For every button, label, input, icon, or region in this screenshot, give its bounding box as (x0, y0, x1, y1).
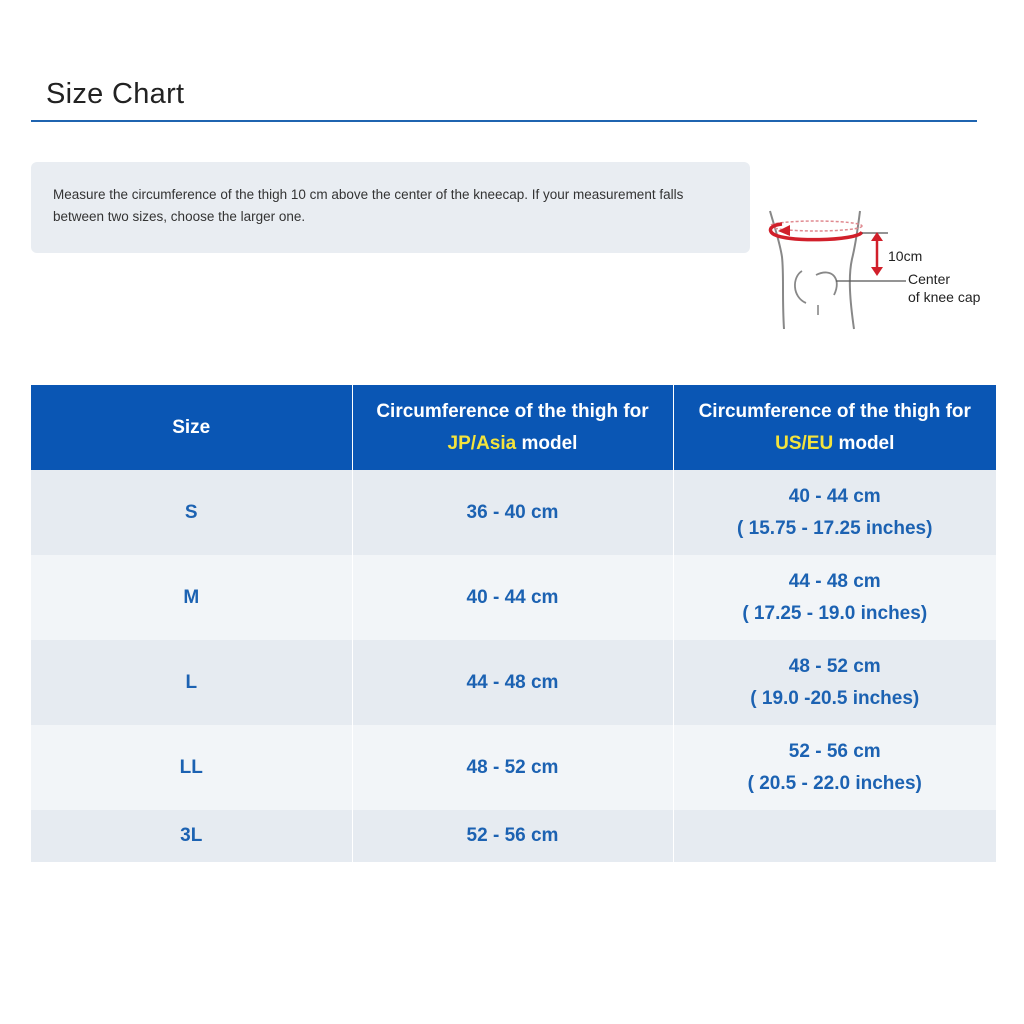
table-row (31, 640, 996, 725)
cell-us-cm: 52 - 56 cm (788, 740, 881, 762)
cell-us-inches: ( 19.0 -20.5 inches) (750, 687, 920, 709)
center-label-2: of knee cap (908, 289, 981, 305)
cell-us-inches: ( 20.5 - 22.0 inches) (747, 772, 922, 794)
header-jp-line-2 (353, 428, 673, 460)
cell-size: LL (31, 725, 352, 810)
cell-us-inches: ( 17.25 - 19.0 inches) (742, 602, 928, 624)
cell-us (673, 470, 996, 555)
cell-size: M (31, 555, 352, 640)
cell-jp: 48 - 52 cm (352, 725, 673, 810)
note-line-1: Measure the circumference of the thigh 10 cm above the center of the kneecap. If your measurement falls (53, 187, 684, 202)
page-title: Size Chart (46, 78, 185, 110)
arrow-down-icon (871, 267, 883, 276)
cell-size: S (31, 470, 352, 555)
cell-us (673, 725, 996, 810)
header-size: Size (31, 385, 352, 470)
table-row (31, 725, 996, 810)
header-jp-line-1: Circumference of the thigh for (376, 400, 649, 422)
cell-us-inches: ( 15.75 - 17.25 inches) (737, 517, 933, 539)
cell-us (673, 555, 996, 640)
cell-us-cm: 44 - 48 cm (788, 570, 881, 592)
cell-size: L (31, 640, 352, 725)
cell-jp: 52 - 56 cm (352, 810, 673, 862)
measurement-note (31, 162, 750, 253)
cell-us-empty (673, 810, 996, 862)
header-us-line-1: Circumference of the thigh for (698, 400, 971, 422)
header-jp-asia (352, 385, 673, 470)
header-us-suffix: model (833, 432, 895, 454)
distance-label: 10cm (888, 248, 923, 264)
ring-arrow-icon (778, 225, 790, 236)
table-row (31, 555, 996, 640)
table-row (31, 470, 996, 555)
header-jp-highlight: JP/Asia (447, 432, 517, 454)
table-row (31, 810, 996, 862)
header-us-line-2 (674, 428, 997, 460)
header-us-highlight: US/EU (775, 432, 834, 454)
header-jp-suffix: model (516, 432, 578, 454)
cell-jp: 36 - 40 cm (352, 470, 673, 555)
center-label-1: Center (908, 271, 951, 287)
knee-measurement-diagram (762, 205, 1002, 335)
cell-jp: 44 - 48 cm (352, 640, 673, 725)
cell-us-cm: 48 - 52 cm (788, 655, 881, 677)
header-us-eu (673, 385, 996, 470)
cell-size: 3L (31, 810, 352, 862)
title-divider (31, 120, 977, 122)
cell-jp: 40 - 44 cm (352, 555, 673, 640)
size-chart-table (31, 385, 996, 862)
cell-us-cm: 40 - 44 cm (788, 485, 881, 507)
cell-us (673, 640, 996, 725)
kneecap-outline (795, 271, 837, 303)
note-line-2: between two sizes, choose the larger one. (53, 209, 306, 224)
table-header-row (31, 385, 996, 470)
